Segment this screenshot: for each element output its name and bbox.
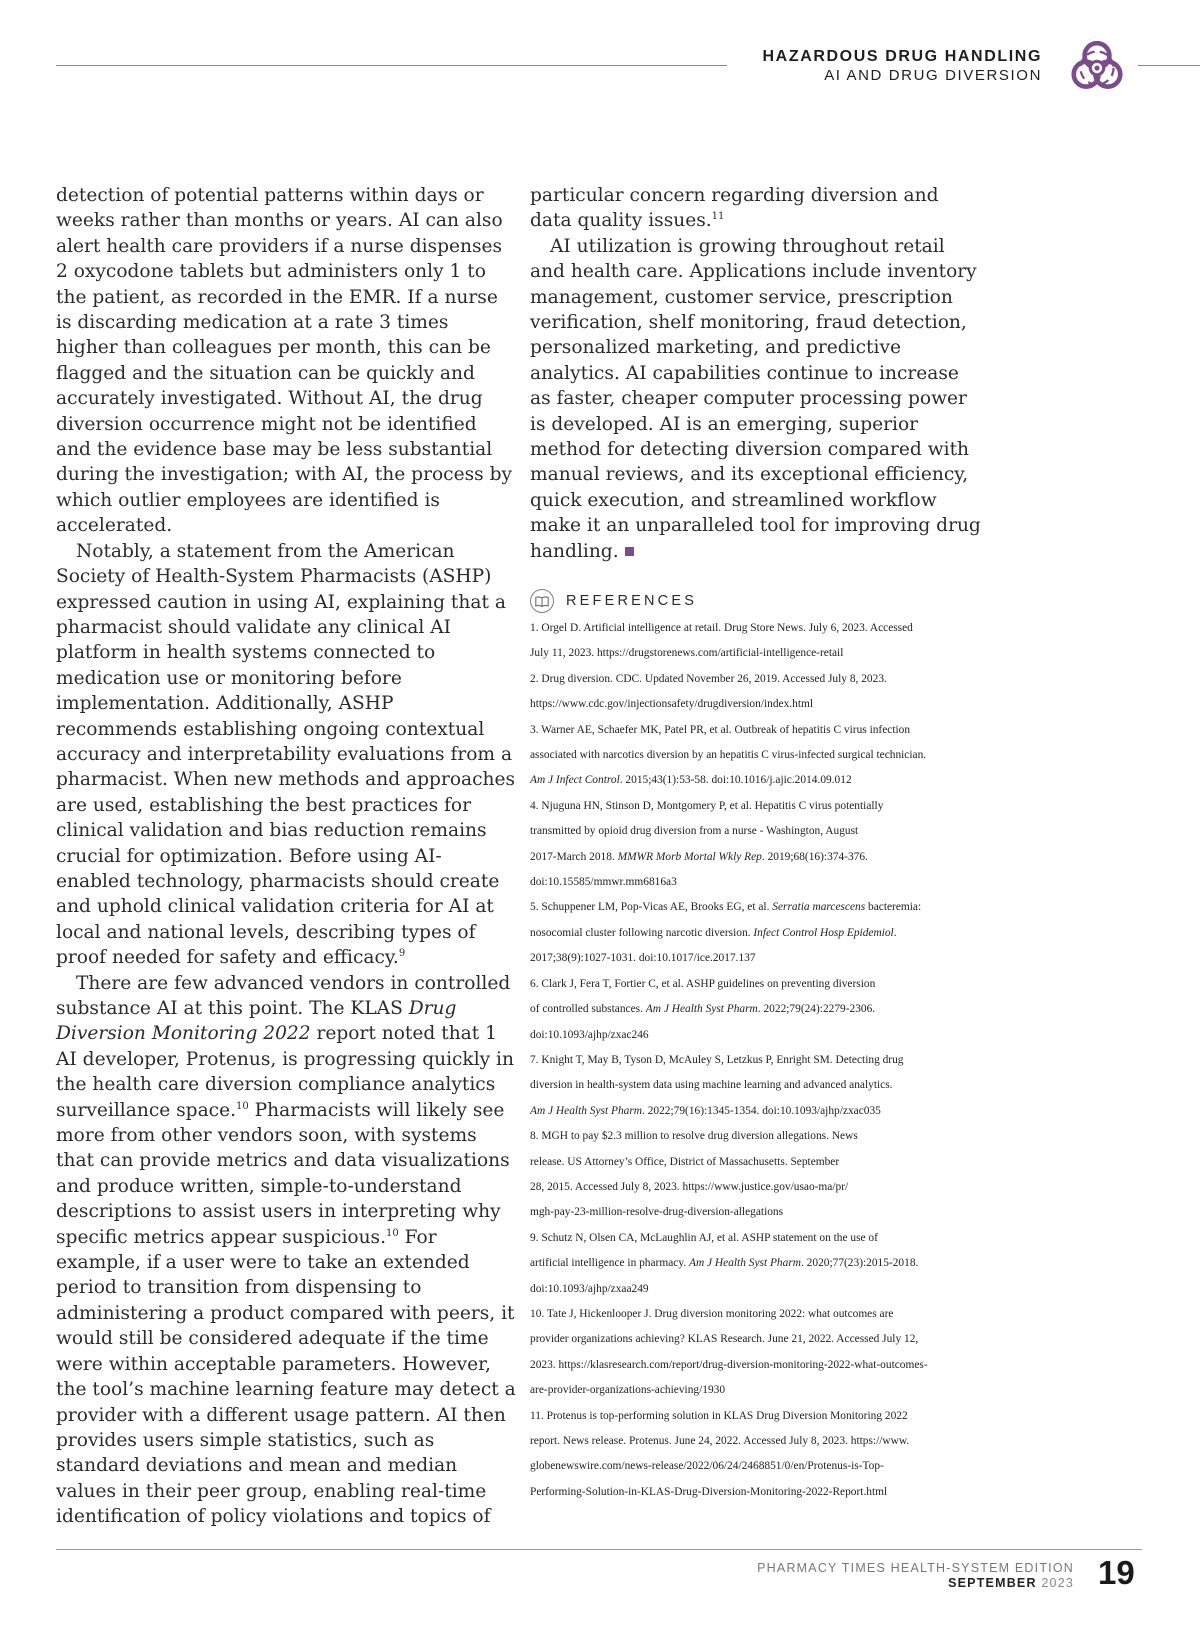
body-column-left xyxy=(56,183,516,1530)
reference-line: nosocomial cluster following narcotic diversion. Infect Control Hosp Epidemiol. xyxy=(530,926,897,939)
citation: 10 xyxy=(236,1100,249,1112)
reference-line: 8. MGH to pay $2.3 million to resolve drug diversion allegations. News xyxy=(530,1130,858,1143)
reference-line: doi:10.1093/ajhp/zxac246 xyxy=(530,1028,649,1041)
reference-line: release. US Attorney’s Office, District of Massachusetts. September xyxy=(530,1155,840,1168)
reference-line: 5. Schuppener LM, Pop-Vicas AE, Brooks EG, et al. Serratia marcescens bacteremia: xyxy=(530,901,922,914)
reference-line: 9. Schutz N, Olsen CA, McLaughlin AJ, et al. ASHP statement on the use of xyxy=(530,1231,878,1244)
footer-publication xyxy=(757,1561,1074,1591)
reference-line: 6. Clark J, Fera T, Fortier C, et al. ASHP guidelines on preventing diversion xyxy=(530,977,876,990)
reference-line: 28, 2015. Accessed July 8, 2023. https://www.justice.gov/usao-ma/pr/ xyxy=(530,1180,849,1193)
reference-line: 1. Orgel D. Artificial intelligence at retail. Drug Store News. July 6, 2023. Accessed xyxy=(530,622,913,634)
body-column-right xyxy=(530,183,985,564)
reference-line: Am J Infect Control. 2015;43(1):53-58. doi:10.1016/j.ajic.2014.09.012 xyxy=(530,774,852,787)
paragraph: There are few advanced vendors in controlled substance AI at this point. The KLAS Drug Diversion Monitoring 2022 report noted that 1 AI developer, Protenus, is progressing quickly in the health care diversion compliance analytics surveillance space.$^{10}$ Pharmacists will likely see more from other vendors soon, with systems that can provide metrics and data visualizations and produce written, simple-to-understand descriptions to assist users in interpreting why specific metrics appear suspicious.$^{10}$ For example, if a user were to take an extended period to transition from dispensing to administering a product compared with peers, it would still be considered adequate if the time were within acceptable parameters. However, the tool’s machine learning feature may detect a provider with a different usage pattern. AI then provides users simple statistics, such as standard deviations and mean and median values in their peer group, enabling real-time identification of policy violations and topics of xyxy=(56,972,516,1528)
citation: 9 xyxy=(398,948,406,959)
reference-line: doi:10.1093/ajhp/zxaa249 xyxy=(530,1282,649,1295)
end-of-article-mark xyxy=(625,547,634,556)
footer-rule xyxy=(56,1549,1142,1550)
reference-line: associated with narcotics diversion by an hepatitis C virus-infected surgical technician. xyxy=(530,749,927,762)
book-icon xyxy=(530,589,554,613)
paragraph: particular concern regarding diversion and data quality issues.$^{11}$ xyxy=(530,185,939,232)
reference-line: of controlled substances. Am J Health Syst Pharm. 2022;79(24):2279-2306. xyxy=(530,1003,876,1016)
publication-name: PHARMACY TIMES HEALTH-SYSTEM EDITION xyxy=(757,1561,1074,1575)
issue-month: SEPTEMBER xyxy=(948,1576,1037,1590)
citation: 11 xyxy=(711,211,725,223)
references-header xyxy=(530,588,697,614)
header-rule-right xyxy=(1138,65,1200,66)
reference-line: report. News release. Protenus. June 24, 2022. Accessed July 8, 2023. https://www. xyxy=(530,1435,910,1447)
reference-line: Am J Health Syst Pharm. 2022;79(16):1345-1354. doi:10.1093/ajhp/zxac035 xyxy=(530,1104,881,1117)
biohazard-icon xyxy=(1066,36,1128,98)
reference-line: mgh-pay-23-million-resolve-drug-diversion-allegations xyxy=(530,1206,784,1219)
reference-line: 4. Njuguna HN, Stinson D, Montgomery P, et al. Hepatitis C virus potentially xyxy=(530,799,884,812)
subsection-title: AI AND DRUG DIVERSION xyxy=(824,67,1042,84)
reference-line: https://www.cdc.gov/injectionsafety/drugdiversion/index.html xyxy=(530,698,814,711)
reference-line: are-provider-organizations-achieving/1930 xyxy=(530,1384,726,1397)
issue-year: 2023 xyxy=(1041,1576,1074,1590)
header-rule-left xyxy=(56,65,727,66)
reference-line: 10. Tate J, Hickenlooper J. Drug diversion monitoring 2022: what outcomes are xyxy=(530,1307,894,1320)
reference-line: globenewswire.com/news-release/2022/06/24/2468851/0/en/Protenus-is-Top- xyxy=(530,1460,884,1473)
reference-line: 3. Warner AE, Schaefer MK, Patel PR, et al. Outbreak of hepatitis C virus infection xyxy=(530,723,911,736)
reference-line: 2017;38(9):1027-1031. doi:10.1017/ice.2017.137 xyxy=(530,952,756,965)
reference-line: 11. Protenus is top-performing solution in KLAS Drug Diversion Monitoring 2022 xyxy=(530,1409,908,1422)
reference-line: 2017-March 2018. MMWR Morb Mortal Wkly Rep. 2019;68(16):374-376. xyxy=(530,850,868,863)
running-header xyxy=(763,47,1042,85)
report-title: Drug Diversion Monitoring 2022 xyxy=(56,998,457,1045)
reference-line: July 11, 2023. https://drugstorenews.com/artificial-intelligence-retail xyxy=(530,647,844,660)
page-number: 19 xyxy=(1098,1554,1135,1591)
reference-line: provider organizations achieving? KLAS Research. June 21, 2022. Accessed July 12, xyxy=(530,1333,919,1346)
reference-line: artificial intelligence in pharmacy. Am J Health Syst Pharm. 2020;77(23):2015-2018. xyxy=(530,1257,919,1270)
references-title: REFERENCES xyxy=(566,593,698,609)
paragraph: Notably, a statement from the American Society of Health-System Pharmacists (ASHP) expressed caution in using AI, explaining that a pharmacist should validate any clinical AI platform in health systems connected to medication use or monitoring before implementation. Additionally, ASHP recommends establishing ongoing contextual accuracy and interpretability evaluations from a pharmacist. When new methods and approaches are used, establishing the best practices for clinical validation and bias reduction remains crucial for optimization. Before using AI-enabled technology, pharmacists should create and uphold clinical validation criteria for AI at local and national levels, describing types of proof needed for safety and efficacy.$^9$ xyxy=(56,540,516,969)
reference-line: doi:10.15585/mmwr.mm6816a3 xyxy=(530,876,677,889)
reference-line: diversion in health-system data using machine learning and advanced analytics. xyxy=(530,1079,893,1092)
reference-line: 7. Knight T, May B, Tyson D, McAuley S, Letzkus P, Enright SM. Detecting drug xyxy=(530,1053,904,1066)
section-title: HAZARDOUS DRUG HANDLING xyxy=(762,48,1042,65)
references-list xyxy=(530,616,1000,1505)
paragraph: AI utilization is growing throughout retail and health care. Applications include inventory management, customer service, prescription verification, shelf monitoring, fraud detection, personalized marketing, and predictive analytics. AI capabilities continue to increase as faster, cheaper computer processing power is developed. AI is an emerging, superior method for detecting diversion compared with manual reviews, and its exceptional efficiency, quick execution, and streamlined workflow make it an unparalleled tool for improving drug handling. xyxy=(530,235,981,562)
citation: 10 xyxy=(386,1227,399,1239)
reference-line: Performing-Solution-in-KLAS-Drug-Diversion-Monitoring-2022-Report.html xyxy=(530,1485,888,1498)
reference-line: transmitted by opioid drug diversion from a nurse - Washington, August xyxy=(530,825,859,838)
reference-line: 2. Drug diversion. CDC. Updated November 26, 2019. Accessed July 8, 2023. xyxy=(530,672,887,685)
reference-line: 2023. https://klasresearch.com/report/drug-diversion-monitoring-2022-what-outcomes- xyxy=(530,1358,928,1371)
paragraph: detection of potential patterns within days or weeks rather than months or years. AI can also alert health care providers if a nurse dispenses 2 oxycodone tablets but administers only 1 to the patient, as recorded in the EMR. If a nurse is discarding medication at a rate 3 times higher than colleagues per month, this can be flagged and the situation can be quickly and accurately investigated. Without AI, the drug diversion occurrence might not be identified and the evidence base may be less substantial during the investigation; with AI, the process by which outlier employees are identified is accelerated. xyxy=(56,185,512,537)
